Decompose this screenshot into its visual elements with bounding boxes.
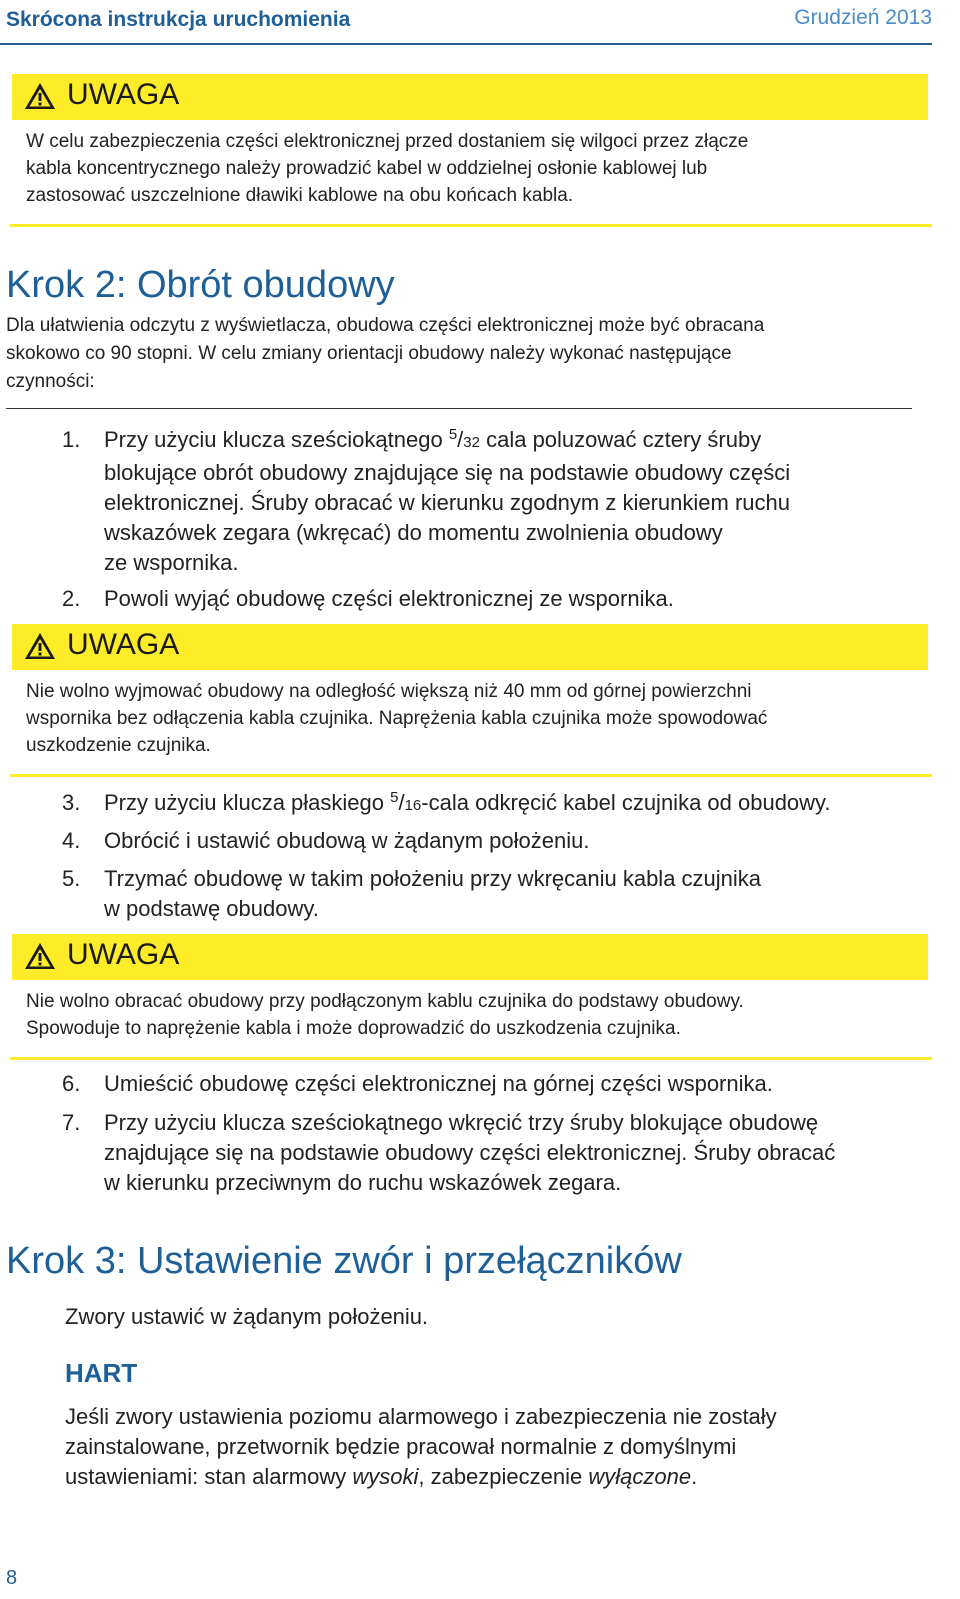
list-number: 4. xyxy=(62,828,81,853)
intro-line: Dla ułatwienia odczytu z wyświetlacza, obudowa części elektronicznej może być obracana xyxy=(6,315,765,336)
header-divider xyxy=(0,43,932,45)
section-divider xyxy=(6,408,912,409)
warning-banner xyxy=(12,624,928,670)
list-number: 7. xyxy=(62,1110,81,1135)
warning-banner xyxy=(12,74,928,120)
warning-line: Nie wolno obracać obudowy przy podłączonym kablu czujnika do podstawy obudowy. xyxy=(26,991,744,1012)
section-heading-step2: Krok 2: Obrót obudowy xyxy=(6,264,395,306)
list-number: 5. xyxy=(62,866,81,891)
warning-title: UWAGA xyxy=(67,628,180,661)
warning-triangle-icon xyxy=(24,942,56,970)
warning-title: UWAGA xyxy=(67,938,180,971)
warning-triangle-icon xyxy=(24,82,56,110)
warning-triangle-icon xyxy=(24,632,56,660)
section-heading-step3: Krok 3: Ustawienie zwór i przełączników xyxy=(6,1240,682,1282)
list-text: Przy użyciu klucza płaskiego $^5$/16-cala odkręcić kabel czujnika od obudowy. xyxy=(104,789,831,815)
warning-text xyxy=(26,678,916,759)
document-date: Grudzień 2013 xyxy=(794,6,932,29)
page-number: 8 xyxy=(6,1567,18,1589)
warning-line: kabla koncentrycznego należy prowadzić kabel w oddzielnej osłonie kablowej lub xyxy=(26,158,708,179)
warning-line: uszkodzenie czujnika. xyxy=(26,735,211,756)
warning-title: UWAGA xyxy=(67,78,180,111)
step2-intro xyxy=(6,312,916,396)
list-number: 1. xyxy=(62,427,81,452)
subheading-hart: HART xyxy=(65,1358,138,1388)
list-text: Powoli wyjąć obudowę części elektronicznej ze wspornika. xyxy=(104,586,674,611)
warning-divider xyxy=(10,774,932,777)
warning-divider xyxy=(10,1057,932,1060)
warning-banner xyxy=(12,934,928,980)
list-text: Obrócić i ustawić obudową w żądanym położeniu. xyxy=(104,828,590,853)
warning-line: wspornika bez odłączenia kabla czujnika. Naprężenia kabla czujnika może spowodować xyxy=(26,708,768,729)
warning-divider xyxy=(10,224,932,227)
hart-description: Jeśli zwory ustawienia poziomu alarmowego i zabezpieczenia nie zostały zainstalowane, przetwornik będzie pracował normalnie z domyślnymi ustawieniami: stan alarmowy wysoki, zabezpieczenie wyłączone. xyxy=(65,1404,777,1489)
warning-text xyxy=(26,988,916,1042)
warning-line: Nie wolno wyjmować obudowy na odległość większą niż 40 mm od górnej powierzchni xyxy=(26,681,752,702)
warning-text xyxy=(26,128,916,209)
warning-line: zastosować uszczelnione dławiki kablowe na obu końcach kabla. xyxy=(26,185,574,206)
list-text: Przy użyciu klucza sześciokątnego $^5$/32 cala poluzować cztery śruby blokujące obrót obudowy znajdujące się na podstawie obudowy części elektronicznej. Śruby obracać w kierunku zgodnym z kierunkiem ruchu wskazówek zegara (wkręcać) do momentu zwolnienia obudowy ze wspornika. xyxy=(104,426,791,575)
document-title: Skrócona instrukcja uruchomienia xyxy=(6,8,351,31)
warning-line: W celu zabezpieczenia części elektronicznej przed dostaniem się wilgoci przez złącze xyxy=(26,131,749,152)
list-number: 2. xyxy=(62,586,81,611)
list-text: Przy użyciu klucza sześciokątnego wkręcić trzy śruby blokujące obudowę znajdujące się na podstawie obudowy części elektronicznej. Śruby obracać w kierunku przeciwnym do ruchu wskazówek zegara. xyxy=(104,1110,836,1195)
intro-line: skokowo co 90 stopni. W celu zmiany orientacji obudowy należy wykonać następujące xyxy=(6,343,732,364)
list-number: 6. xyxy=(62,1071,81,1096)
warning-line: Spowoduje to naprężenie kabla i może doprowadzić do uszkodzenia czujnika. xyxy=(26,1018,681,1039)
list-text: Trzymać obudowę w takim położeniu przy wkręcaniu kabla czujnika w podstawę obudowy. xyxy=(104,866,762,921)
list-text: Umieścić obudowę części elektronicznej na górnej części wspornika. xyxy=(104,1071,773,1096)
list-number: 3. xyxy=(62,790,81,815)
step3-intro: Zwory ustawić w żądanym położeniu. xyxy=(65,1304,429,1329)
intro-line: czynności: xyxy=(6,371,95,392)
